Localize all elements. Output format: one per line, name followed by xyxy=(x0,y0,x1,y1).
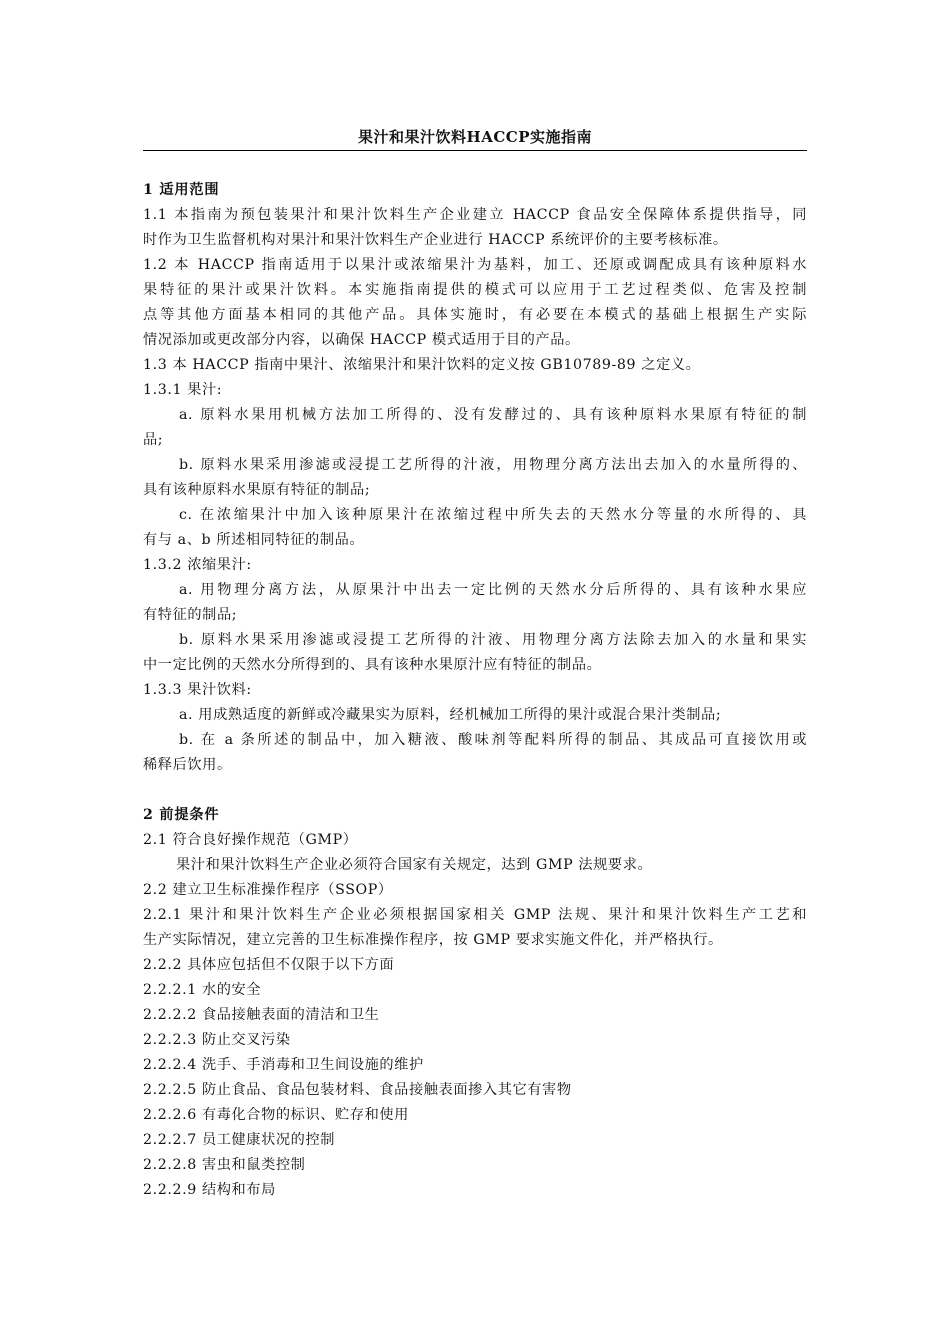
paragraph-line: a. 原料水果用机械方法加工所得的、没有发酵过的、具有该种原料水果原有特征的制 xyxy=(179,407,807,423)
paragraph-line: 果特征的果汁或果汁饮料。本实施指南提供的模式可以应用于工艺过程类似、危害及控制 xyxy=(143,282,807,298)
list-item: 2.2.2.3 防止交叉污染 xyxy=(143,1032,291,1048)
document-title: 果汁和果汁饮料HACCP实施指南 xyxy=(358,128,592,146)
list-item: 2.2.2 具体应包括但不仅限于以下方面 xyxy=(143,957,395,973)
paragraph-line: 果汁和果汁饮料生产企业必须符合国家有关规定，达到 GMP 法规要求。 xyxy=(176,857,653,873)
list-item: 2.2.2.4 洗手、手消毒和卫生间设施的维护 xyxy=(143,1057,424,1073)
title-underline xyxy=(143,150,807,151)
paragraph-line: 具有该种原料水果原有特征的制品; xyxy=(143,482,371,498)
subsection-label: 1.3.3 果汁饮料: xyxy=(143,682,252,698)
document-body xyxy=(143,178,807,1203)
list-item: 2.2.2.8 害虫和鼠类控制 xyxy=(143,1157,306,1173)
subsection-label: 2.1 符合良好操作规范（GMP） xyxy=(143,832,358,848)
list-item: 2.2.2.1 水的安全 xyxy=(143,982,262,998)
paragraph-line: 1.3 本 HACCP 指南中果汁、浓缩果汁和果汁饮料的定义按 GB10789-89 之定义。 xyxy=(143,357,701,373)
paragraph-line: a. 用物理分离方法，从原果汁中出去一定比例的天然水分后所得的、具有该种水果应 xyxy=(179,582,807,598)
paragraph-line: 点等其他方面基本相同的其他产品。具体实施时，有必要在本模式的基础上根据生产实际 xyxy=(143,307,807,323)
paragraph-line: a. 用成熟适度的新鲜或冷藏果实为原料，经机械加工所得的果汁或混合果汁类制品; xyxy=(179,707,722,723)
list-item: 2.2.2.7 员工健康状况的控制 xyxy=(143,1132,336,1148)
paragraph-line: 时作为卫生监督机构对果汁和果汁饮料生产企业进行 HACCP 系统评价的主要考核标准。 xyxy=(143,232,728,248)
list-item: 2.2.2.9 结构和布局 xyxy=(143,1182,276,1198)
list-item: 2.2.2.5 防止食品、食品包装材料、食品接触表面掺入其它有害物 xyxy=(143,1082,572,1098)
paragraph-line: 1.1 本指南为预包装果汁和果汁饮料生产企业建立 HACCP 食品安全保障体系提供指导，同 xyxy=(143,207,807,223)
section-gap xyxy=(143,778,807,803)
list-item: 2.2.2.6 有毒化合物的标识、贮存和使用 xyxy=(143,1107,409,1123)
paragraph-line: c. 在浓缩果汁中加入该种原果汁在浓缩过程中所失去的天然水分等量的水所得的、具 xyxy=(179,507,807,523)
subsection-label: 2.2 建立卫生标准操作程序（SSOP） xyxy=(143,882,393,898)
paragraph-line: 有特征的制品; xyxy=(143,607,238,623)
section-heading-2: 2 前提条件 xyxy=(143,807,220,823)
paragraph-line: 中一定比例的天然水分所得到的、具有该种水果原汁应有特征的制品。 xyxy=(143,657,602,673)
subsection-label: 1.3.2 浓缩果汁: xyxy=(143,557,252,573)
paragraph-line: b. 原料水果采用渗滤或浸提工艺所得的汁液，用物理分离方法出去加入的水量所得的、 xyxy=(179,457,807,473)
paragraph-line: b. 在 a 条所述的制品中，加入糖液、酸味剂等配料所得的制品、其成品可直接饮用或 xyxy=(179,732,807,748)
paragraph-line: 2.2.1 果汁和果汁饮料生产企业必须根据国家相关 GMP 法规、果汁和果汁饮料生产工艺和 xyxy=(143,907,807,923)
subsection-label: 1.3.1 果汁: xyxy=(143,382,223,398)
paragraph-line: 生产实际情况，建立完善的卫生标准操作程序，按 GMP 要求实施文件化，并严格执行。 xyxy=(143,932,723,948)
paragraph-line: 稀释后饮用。 xyxy=(143,757,232,773)
paragraph-line: b. 原料水果采用渗滤或浸提工艺所得的汁液、用物理分离方法除去加入的水量和果实 xyxy=(179,632,807,648)
paragraph-line: 情况添加或更改部分内容，以确保 HACCP 模式适用于目的产品。 xyxy=(143,332,580,348)
section-heading-1: 1 适用范围 xyxy=(143,182,220,198)
paragraph-line: 有与 a、b 所述相同特征的制品。 xyxy=(143,532,365,548)
paragraph-line: 品; xyxy=(143,432,164,448)
paragraph-line: 1.2 本 HACCP 指南适用于以果汁或浓缩果汁为基料，加工、还原或调配成具有该种原料水 xyxy=(143,257,807,273)
list-item: 2.2.2.2 食品接触表面的清洁和卫生 xyxy=(143,1007,380,1023)
